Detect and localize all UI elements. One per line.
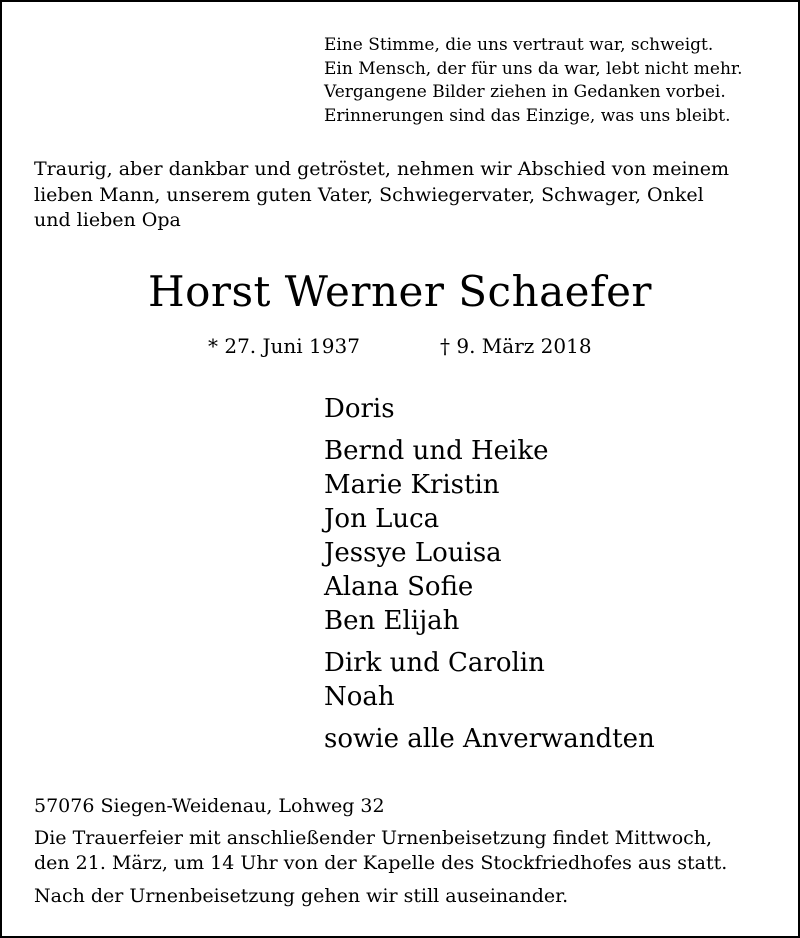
poem-line: Eine Stimme, die uns vertraut war, schweigt.: [324, 35, 714, 55]
family-member: Noah: [324, 682, 395, 712]
family-list: [324, 392, 655, 764]
poem: [324, 34, 743, 128]
intro-text: [34, 157, 729, 234]
family-member: Alana Sofie: [324, 572, 474, 602]
family-member: Ben Elijah: [324, 606, 460, 636]
family-member: Bernd und Heike: [324, 436, 549, 466]
death-date: † 9. März 2018: [440, 334, 592, 358]
family-group: [324, 392, 655, 426]
closing-note: Nach der Urnenbeisetzung gehen wir still auseinander.: [34, 885, 569, 907]
family-group: [324, 434, 655, 638]
family-member: sowie alle Anverwandten: [324, 724, 655, 754]
family-member: Jessye Louisa: [324, 538, 502, 568]
intro-line: Traurig, aber dankbar und getröstet, nehmen wir Abschied von meinem: [34, 158, 730, 180]
family-member: Dirk und Carolin: [324, 648, 545, 678]
poem-line: Erinnerungen sind das Einzige, was uns bleibt.: [324, 105, 731, 126]
poem-line: Vergangene Bilder ziehen in Gedanken vorbei.: [324, 82, 726, 102]
service-info: [34, 826, 727, 876]
intro-line: und lieben Opa: [34, 209, 181, 231]
birth-date: * 27. Juni 1937: [208, 334, 360, 358]
poem-line: Ein Mensch, der für uns da war, lebt nicht mehr.: [324, 58, 743, 79]
service-line: den 21. März, um 14 Uhr von der Kapelle des Stockfriedhofes aus statt.: [34, 852, 728, 874]
deceased-name: Horst Werner Schaefer: [148, 267, 652, 316]
family-member: Doris: [324, 394, 395, 424]
family-group: [324, 722, 655, 756]
family-member: Marie Kristin: [324, 470, 500, 500]
address: 57076 Siegen-Weidenau, Lohweg 32: [34, 795, 385, 817]
family-member: Jon Luca: [324, 504, 440, 534]
family-group: [324, 646, 655, 714]
service-line: Die Trauerfeier mit anschließender Urnenbeisetzung findet Mittwoch,: [34, 827, 713, 849]
intro-line: lieben Mann, unserem guten Vater, Schwiegervater, Schwager, Onkel: [34, 183, 704, 206]
